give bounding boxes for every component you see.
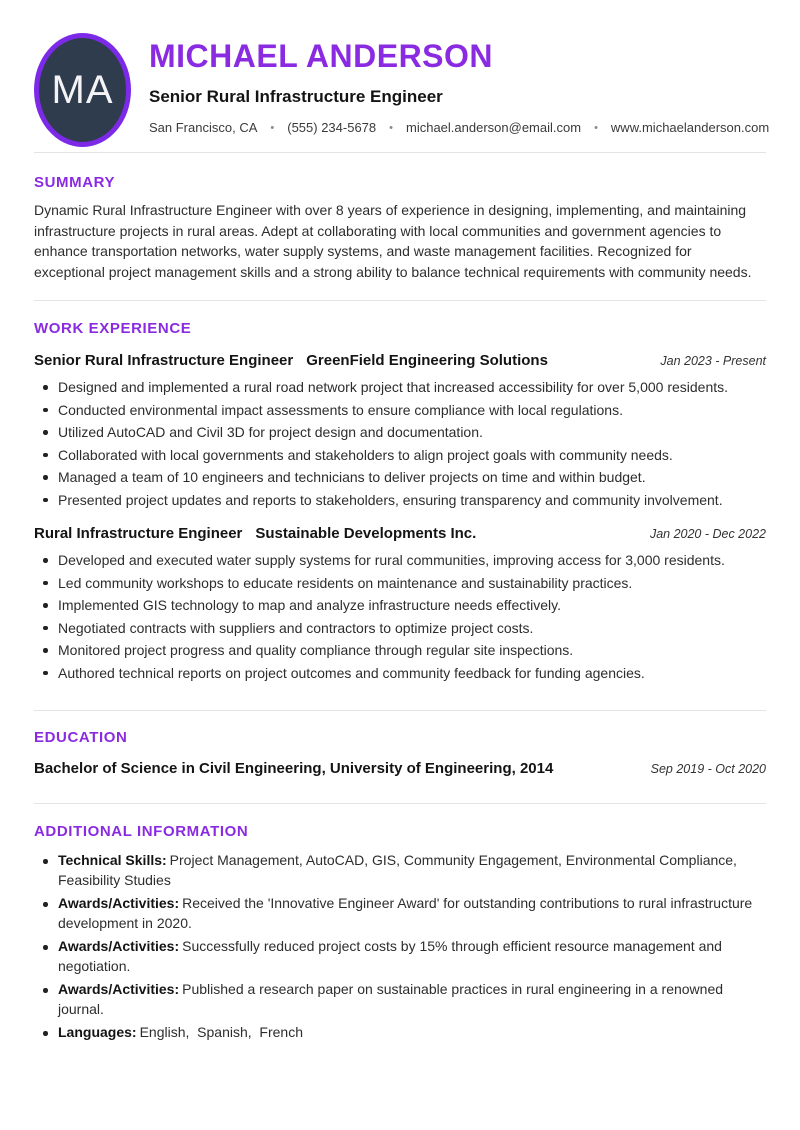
job-bullet: Authored technical reports on project outcomes and community feedback for funding agencies. [34, 665, 766, 682]
job-dates: Jan 2020 - Dec 2022 [649, 527, 766, 542]
section-divider [34, 803, 766, 804]
contact-email: michael.anderson@email.com [406, 120, 582, 136]
job-bullet: Led community workshops to educate residents on maintenance and sustainability practices. [34, 575, 766, 592]
job-company: Sustainable Developments Inc. [255, 525, 477, 543]
contact-location: San Francisco, CA [149, 120, 258, 136]
job-title-line [34, 525, 476, 543]
job-bullet: Utilized AutoCAD and Civil 3D for project design and documentation. [34, 424, 766, 441]
education-heading: EDUCATION [34, 729, 128, 747]
job-bullet: Monitored project progress and quality compliance through regular site inspections. [34, 642, 766, 659]
item-label: Languages: [58, 1024, 137, 1041]
job-entry-header [34, 352, 766, 370]
item-text: Successfully reduced project costs by 15% through efficient resource management and negotiation. [58, 938, 726, 974]
resume-header [34, 33, 770, 147]
additional-info-item [34, 894, 766, 933]
item-label: Awards/Activities: [58, 938, 180, 955]
education-degree: Bachelor of Science in Civil Engineering, University of Engineering, 2014 [34, 760, 554, 778]
job-bullet-list [34, 552, 766, 681]
job-role: Senior Rural Infrastructure Engineer [34, 352, 294, 370]
contact-website: www.michaelanderson.com [610, 120, 770, 136]
additional-info-list [34, 851, 766, 1043]
job-bullet: Implemented GIS technology to map and analyze infrastructure needs effectively. [34, 597, 766, 614]
section-divider [34, 152, 766, 153]
item-text: Project Management, AutoCAD, GIS, Community Engagement, Environmental Compliance, Feasibility Studies [58, 852, 741, 888]
item-text: Received the 'Innovative Engineer Award' for outstanding contributions to rural infrastructure development in 2020. [58, 895, 757, 931]
contact-phone: (555) 234-5678 [287, 120, 377, 136]
item-text: English, Spanish, French [139, 1024, 303, 1041]
education-dates: Sep 2019 - Oct 2020 [650, 762, 766, 777]
additional-info-item [34, 1023, 766, 1043]
item-text: Published a research paper on sustainable practices in rural engineering in a renowned journal. [58, 981, 727, 1017]
item-label: Awards/Activities: [58, 981, 180, 998]
job-bullet: Collaborated with local governments and stakeholders to align project goals with community needs. [34, 447, 766, 464]
person-title: Senior Rural Infrastructure Engineer [149, 87, 443, 107]
job-bullet-list [34, 379, 766, 508]
item-label: Technical Skills: [58, 852, 167, 869]
job-title-line [34, 352, 548, 370]
job-entry-header [34, 525, 766, 543]
job-role: Rural Infrastructure Engineer [34, 525, 243, 543]
job-bullet: Managed a team of 10 engineers and technicians to deliver projects on time and within budget. [34, 469, 766, 486]
section-divider [34, 300, 766, 301]
additional-info-heading: ADDITIONAL INFORMATION [34, 823, 249, 841]
section-divider [34, 710, 766, 711]
job-dates: Jan 2023 - Present [660, 354, 766, 369]
additional-info-item [34, 937, 766, 976]
education-entry [34, 760, 766, 777]
summary-heading: SUMMARY [34, 174, 116, 191]
job-company: GreenField Engineering Solutions [306, 352, 548, 370]
dot-separator-icon [594, 122, 598, 134]
summary-text: Dynamic Rural Infrastructure Engineer with over 8 years of experience in designing, implementing, and maintaining infrastructure projects in rural areas. Adept at collaborating with local communities and government agencies to enhance transportation networks, water supply systems, and waste management facilities. Recognized for exceptional project management skills and a strong ability to balance technical requirements with community needs. [34, 202, 752, 280]
dot-separator-icon [389, 122, 393, 134]
job-bullet: Negotiated contracts with suppliers and contractors to optimize project costs. [34, 620, 766, 637]
contact-row [149, 120, 769, 135]
dot-separator-icon [270, 122, 274, 134]
item-label: Awards/Activities: [58, 895, 180, 912]
avatar [34, 33, 131, 147]
job-bullet: Designed and implemented a rural road network project that increased accessibility for over 5,000 residents. [34, 379, 766, 396]
job-bullet: Developed and executed water supply systems for rural communities, improving access for 3,000 residents. [34, 552, 766, 569]
job-bullet: Conducted environmental impact assessments to ensure compliance with local regulations. [34, 402, 766, 419]
avatar-initials: MA [51, 67, 114, 112]
person-name: MICHAEL ANDERSON [149, 38, 494, 74]
header-text [149, 33, 769, 135]
work-experience-heading: WORK EXPERIENCE [34, 320, 192, 338]
additional-info-item [34, 980, 766, 1019]
additional-info-item [34, 851, 766, 890]
job-bullet: Presented project updates and reports to stakeholders, ensuring transparency and community involvement. [34, 492, 766, 509]
